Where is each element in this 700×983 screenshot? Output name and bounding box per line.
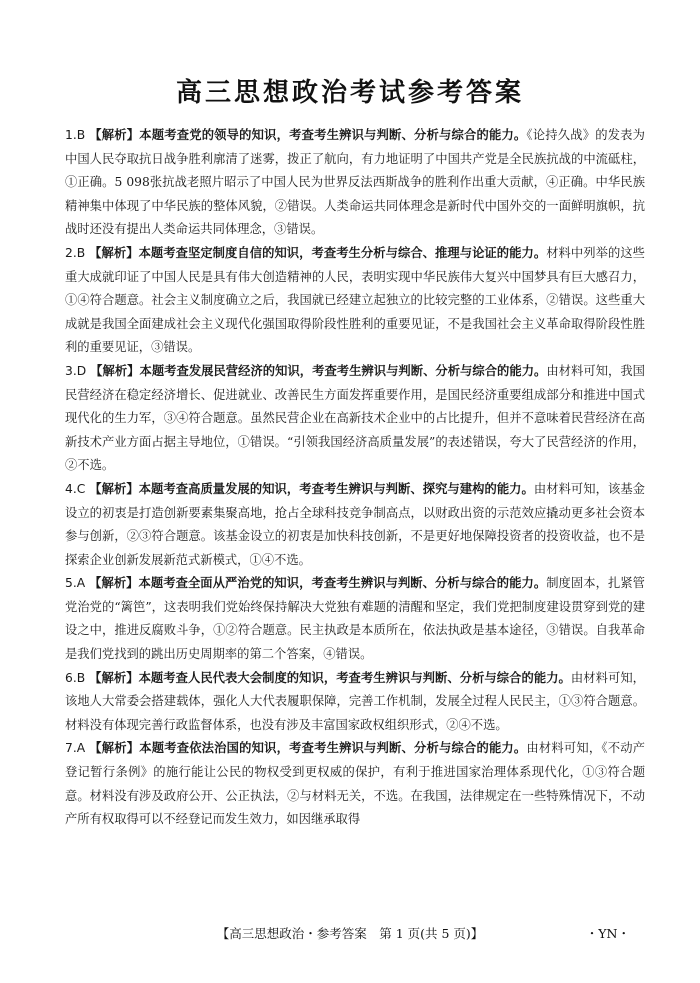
- item-body: 《论持久战》的发表为中国人民夺取抗日战争胜利廓清了迷雾，拨正了航向，有力地证明了中国共产党是全民族抗战的中流砥柱，①正确。5 098张抗战老照片昭示了中国人民为世界反法西斯战争的胜利作出重大贡献，④正确。中华民族精神集中体现了中华民族的整体风貌，②错误。人类命运共同体理念是新时代中国外交的一面鲜明旗帜，抗战时还没有提出人类命运共同体理念，③错误。: [65, 128, 645, 237]
- item-lead: 本题考查人民代表大会制度的知识，考查考生辨识与判断、分析与综合的能力。: [138, 670, 571, 685]
- item-body: 由材料可知，《不动产登记暂行条例》的施行能让公民的物权受到更权威的保护，有利于推进国家治理体系现代化，①③符合题意。材料没有涉及政府公开、公正执法，②与材料无关，不选。在我国，法律规定在一些特殊情况下，不动产所有权取得可以不经登记而发生效力，如因继承取得: [65, 741, 645, 827]
- item-answer: C: [76, 481, 86, 496]
- answer-item-6: [65, 667, 645, 738]
- page-title: 高三思想政治考试参考答案: [175, 78, 524, 108]
- answer-item-2: [65, 242, 645, 360]
- answer-item-1: [65, 124, 645, 242]
- item-body: 制度固本，扎紧管党治党的“篱笆”，这表明我们党始终保持解决大党独有难题的清醒和坚定，我们党把制度建设贯穿到党的建设之中，推进反腐败斗争，①②符合题意。民主执政是本质所在，依法执政是基本途径，③错误。自我革命是我们党找到的跳出历史周期率的第二个答案，④错误。: [65, 576, 645, 662]
- analysis-tag: 【解析】: [90, 363, 140, 378]
- item-body: 由材料可知，该地人大常委会搭建载体，强化人大代表履职保障，完善工作机制，发展全过程人民民主，①③符合题意。材料没有体现完善行政监督体系，也没有涉及丰富国家政权组织形式，②④不选。: [65, 670, 645, 732]
- analysis-tag: 【解析】: [89, 481, 139, 496]
- item-answer: D: [76, 363, 87, 378]
- analysis-tag: 【解析】: [89, 576, 139, 591]
- item-number: 4.: [65, 481, 77, 496]
- answer-item-7: [65, 737, 645, 831]
- item-lead: 本题考查依法治国的知识，考查考生辨识与判断、分析与综合的能力。: [139, 741, 527, 756]
- answer-item-3: [65, 360, 645, 478]
- item-number: 2.: [65, 245, 77, 260]
- page-footer: 【高三思想政治・参考答案 第 1 页(共 5 页)】: [216, 926, 484, 941]
- item-body: 材料中列举的这些重大成就印证了中国人民是具有伟大创造精神的人民，表明实现中华民族伟大复兴中国梦具有巨大感召力，①④符合题意。社会主义制度确立之后，我国就已经建立起独立的比较完整的工业体系，②错误。这些重大成就是我国全面建成社会主义现代化强国取得阶段性胜利的重要见证，不是我国社会主义革命取得阶段性胜利的重要见证，③错误。: [65, 245, 645, 355]
- answer-item-4: [65, 478, 645, 572]
- item-lead: 本题考查高质量发展的知识，考查考生辨识与判断、探究与建构的能力。: [138, 481, 534, 496]
- answer-list: [65, 124, 645, 832]
- item-number: 6.: [65, 670, 77, 685]
- analysis-tag: 【解析】: [89, 128, 140, 142]
- analysis-tag: 【解析】: [89, 245, 139, 260]
- item-answer: B: [76, 670, 86, 685]
- item-answer: A: [76, 741, 86, 756]
- item-lead: 本题考查坚定制度自信的知识，考查考生分析与综合、推理与论证的能力。: [138, 245, 547, 260]
- item-number: 1.: [65, 128, 77, 142]
- analysis-tag: 【解析】: [89, 741, 140, 756]
- item-answer: B: [76, 128, 86, 142]
- item-body: 由材料可知，我国民营经济在稳定经济增长、促进就业、改善民生方面发挥重要作用，是国民经济重要组成部分和推进中国式现代化的生力军，③④符合题意。虽然民营企业在高新技术企业中的占比提升，但并不意味着民营经济在高新技术产业方面占据主导地位，①错误。“引领我国经济高质量发展”的表述错误，夸大了民营经济的作用，②不选。: [65, 363, 645, 473]
- item-lead: 本题考查全面从严治党的知识，考查考生辨识与判断、分析与综合的能力。: [138, 576, 547, 591]
- item-lead: 本题考查党的领导的知识，考查考生辨识与判断、分析与综合的能力。: [139, 128, 527, 142]
- analysis-tag: 【解析】: [89, 670, 139, 685]
- item-number: 5.: [65, 576, 77, 591]
- item-number: 7.: [65, 741, 77, 756]
- item-answer: B: [76, 245, 86, 260]
- region-tag: ・YN・: [585, 926, 630, 941]
- item-body: 由材料可知，该基金设立的初衷是打造创新要素集聚高地，抢占全球科技竞争制高点，以财政出资的示范效应撬动更多社会资本参与创新，②③符合题意。该基金设立的初衷是加快科技创新，不是更好地保障投资者的投资收益，也不是探索企业创新发展新范式新模式，①④不选。: [65, 481, 645, 567]
- item-number: 3.: [65, 363, 77, 378]
- answer-item-5: [65, 572, 645, 666]
- item-answer: A: [76, 576, 86, 591]
- item-lead: 本题考查发展民营经济的知识，考查考生辨识与判断、分析与综合的能力。: [139, 363, 547, 378]
